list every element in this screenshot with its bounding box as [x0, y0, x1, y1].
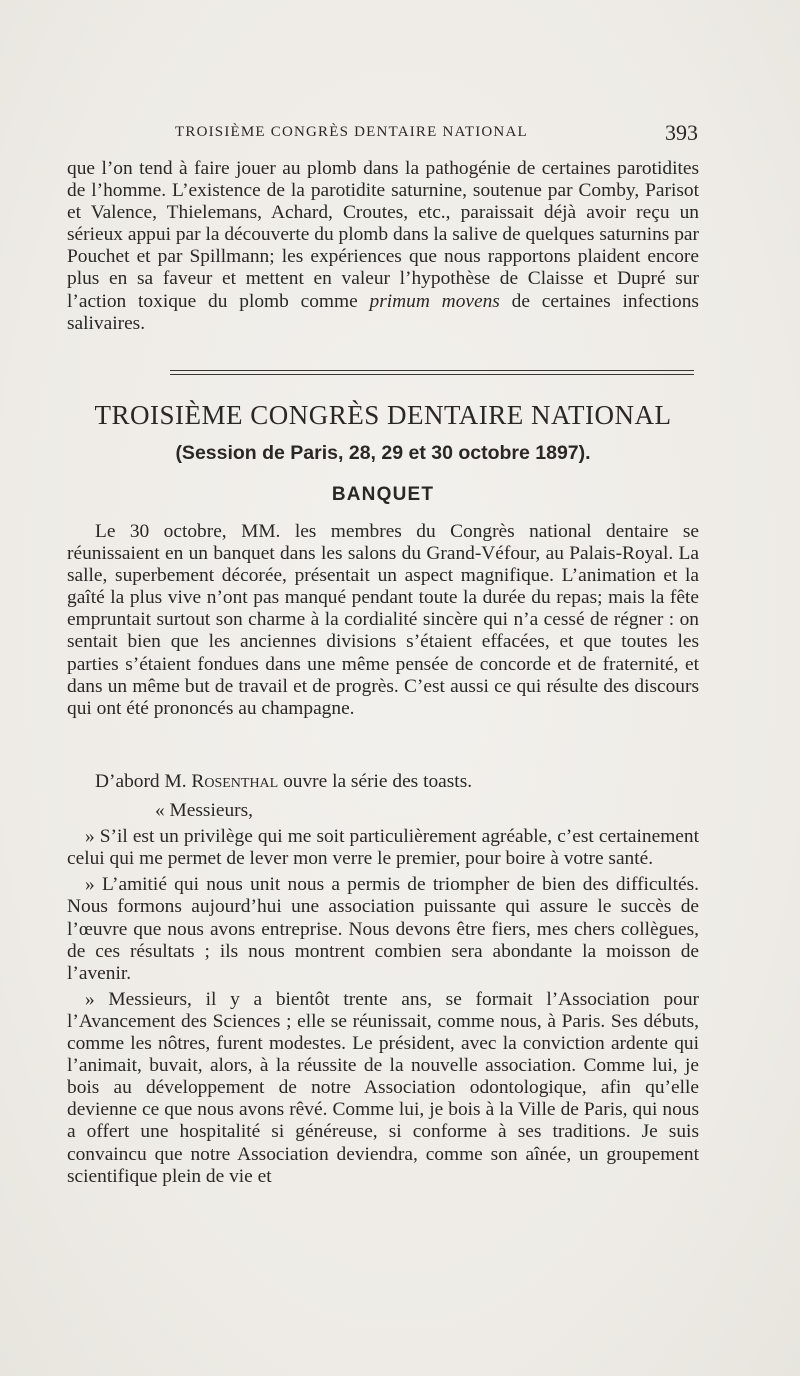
toast-intro	[67, 771, 699, 793]
page-number: 393	[665, 120, 698, 145]
session-subtitle: (Session de Paris, 28, 29 et 30 octobre 1897).	[175, 442, 591, 464]
speech-paragraph: » L’amitié qui nous unit nous a permis de triompher de bien des difficultés. Nous formons aujourd’hui une association puissante qui assure le succès de l’œuvre que nous avons entreprise. Nous devons être fiers, mes chers collègues, de ces résultats ; ils nous montrent combien sera abondante la moisson de l’avenir.	[67, 874, 699, 984]
divider-line-bottom	[170, 374, 694, 375]
speaker-name: Rosenthal	[191, 771, 279, 792]
section-divider	[170, 370, 694, 377]
opening-text-end: de certaines infections salivaires.	[67, 290, 699, 334]
divider-line-top	[170, 370, 694, 371]
opening-paragraph-block	[67, 158, 699, 335]
toast-block	[67, 771, 699, 1188]
banquet-paragraph-block	[67, 521, 699, 720]
running-head	[68, 120, 700, 150]
section-title: TROISIÈME CONGRÈS DENTAIRE NATIONAL	[94, 400, 672, 430]
speech-salutation: « Messieurs,	[155, 800, 254, 822]
toast-intro-start: D’abord M.	[95, 771, 192, 792]
toast-intro-end: ouvre la série des toasts.	[278, 771, 473, 792]
opening-paragraph	[67, 158, 699, 335]
running-title: TROISIÈME CONGRÈS DENTAIRE NATIONAL	[175, 124, 528, 140]
italic-phrase: primum movens	[369, 290, 500, 312]
speech-paragraph: » S’il est un privilège qui me soit particulièrement agréable, c’est certainement celui qui me permet de lever mon verre le premier, pour boire à votre santé.	[67, 826, 699, 870]
banquet-paragraph: Le 30 octobre, MM. les membres du Congrès national dentaire se réunissaient en un banquet dans les salons du Grand-Véfour, au Palais-Royal. La salle, superbement décorée, présentait un aspect magnifique. L’animation et la gaîté la plus vive n’ont pas manqué pendant toute la durée du repas; mais la fête empruntait surtout son charme à la cordialité sincère qui n’a cessé de régner : on sentait bien que les anciennes divisions s’étaient effacées, et que toutes les parties s’étaient fondues dans une même pensée de concorde et de fraternité, et dans un même but de travail et de progrès. C’est aussi ce qui résulte des discours qui ont été prononcés au champagne.	[67, 521, 699, 719]
speech-paragraph: » Messieurs, il y a bientôt trente ans, se formait l’Association pour l’Avancement des Sciences ; elle se réunissait, comme nous, à Paris. Ses débuts, comme les nôtres, furent modestes. Le président, avec la conviction ardente qui l’animait, buvait, alors, à la réussite de la nouvelle association. Comme lui, je bois au développement de notre Association odontologique, afin qu’elle devienne ce que nous avons rêvé. Comme lui, je bois à la Ville de Paris, qui nous a offert une hospitalité si généreuse, si conforme à ses traditions. Je suis convaincu que notre Association deviendra, comme son aînée, un groupement scientifique plein de vie et	[67, 988, 699, 1187]
opening-text: que l’on tend à faire jouer au plomb dans la pathogénie de certaines parotidites de l’homme. L’existence de la parotidite saturnine, soutenue par Comby, Parisot et Valence, Thielemans, Achard, Croutes, etc., paraissait déjà avoir reçu un sérieux appui par la découverte du plomb dans la salive de quelques saturnins par Pouchet et par Spillmann; les expériences que nous rapportons plaident encore plus en sa faveur et mettent en valeur l’hypothèse de Claisse et Dupré sur l’action toxique du plomb comme	[67, 158, 699, 312]
banquet-heading: BANQUET	[331, 484, 435, 505]
